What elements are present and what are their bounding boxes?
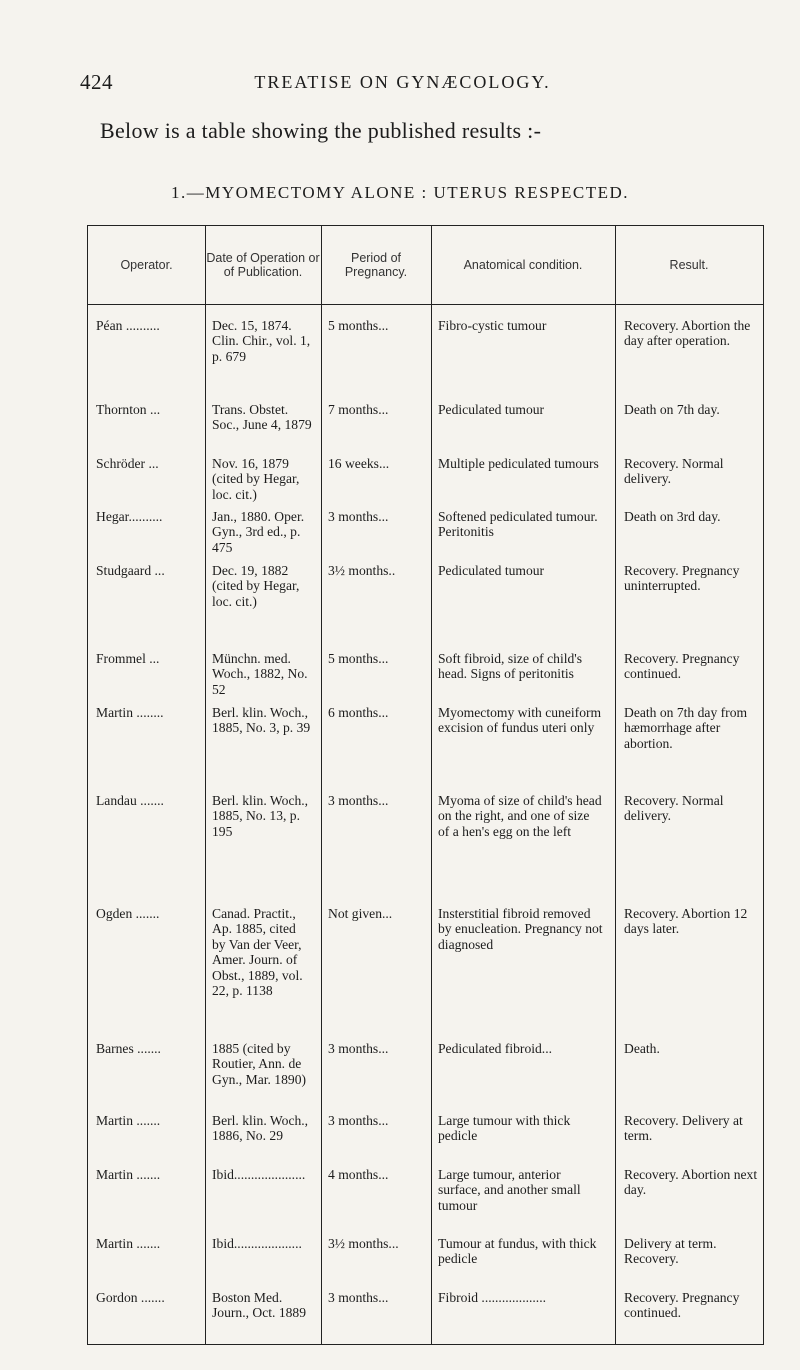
- date-cell: Trans. Obstet. Soc., June 4, 1879: [212, 402, 312, 433]
- period-cell: 6 months...: [328, 705, 389, 720]
- header-operator: Operator.: [120, 258, 173, 272]
- result-cell: Recovery. Pregnancy uninterrupted.: [624, 563, 740, 594]
- date-cell: Canad. Practit., Ap. 1885, cited by Van der Veer, Amer. Journ. of Obst., 1889, vol. 22, p. 1138: [212, 906, 303, 999]
- results-table: [87, 225, 764, 1345]
- date-cell: Ibid....................: [212, 1236, 302, 1251]
- anatomical-cell: Soft fibroid, size of child's head. Signs of peritonitis: [438, 651, 583, 682]
- operator-cell: Schröder ...: [96, 456, 159, 471]
- running-title: TREATISE ON GYNÆCOLOGY.: [254, 72, 551, 92]
- operator-cell: Martin .......: [96, 1236, 161, 1251]
- result-cell: Delivery at term. Recovery.: [624, 1236, 717, 1267]
- column-divider: [431, 226, 432, 1344]
- period-cell: 3½ months...: [328, 1236, 399, 1251]
- intro-text: Below is a table showing the published results :-: [100, 118, 542, 143]
- operator-cell: Barnes .......: [96, 1041, 161, 1056]
- anatomical-cell: Large tumour with thick pedicle: [438, 1113, 571, 1144]
- header-result: Result.: [669, 258, 709, 272]
- date-cell: 1885 (cited by Routier, Ann. de Gyn., Mar. 1890): [212, 1041, 307, 1087]
- anatomical-cell: Pediculated fibroid...: [438, 1041, 553, 1056]
- anatomical-cell: Large tumour, anterior surface, and another small tumour: [438, 1167, 581, 1213]
- period-cell: 5 months...: [328, 651, 389, 666]
- period-cell: 3½ months..: [328, 563, 396, 578]
- date-cell: Nov. 16, 1879 (cited by Hegar, loc. cit.): [212, 456, 300, 502]
- result-cell: Recovery. Pregnancy continued.: [624, 651, 740, 682]
- result-cell: Recovery. Abortion next day.: [624, 1167, 758, 1198]
- result-cell: Death.: [624, 1041, 660, 1056]
- operator-cell: Martin .......: [96, 1167, 161, 1182]
- result-cell: Recovery. Abortion the day after operation.: [624, 318, 751, 349]
- date-cell: Berl. klin. Woch., 1885, No. 13, p. 195: [212, 793, 309, 839]
- header-period: Period of Pregnancy.: [344, 251, 408, 279]
- date-cell: Berl. klin. Woch., 1885, No. 3, p. 39: [212, 705, 311, 736]
- result-cell: Recovery. Pregnancy continued.: [624, 1290, 740, 1321]
- period-cell: 5 months...: [328, 318, 389, 333]
- result-cell: Death on 7th day from hæmorrhage after abortion.: [624, 705, 748, 751]
- page-number: 424: [80, 70, 113, 94]
- date-cell: Ibid.....................: [212, 1167, 306, 1182]
- anatomical-cell: Softened pediculated tumour. Peritonitis: [438, 509, 598, 540]
- date-cell: Dec. 19, 1882 (cited by Hegar, loc. cit.): [212, 563, 300, 609]
- date-cell: Berl. klin. Woch., 1886, No. 29: [212, 1113, 309, 1144]
- anatomical-cell: Pediculated tumour: [438, 402, 545, 417]
- date-cell: Jan., 1880. Oper. Gyn., 3rd ed., p. 475: [212, 509, 305, 555]
- date-cell: Dec. 15, 1874. Clin. Chir., vol. 1, p. 679: [212, 318, 311, 364]
- result-cell: Death on 3rd day.: [624, 509, 721, 524]
- operator-cell: Ogden .......: [96, 906, 160, 921]
- result-cell: Recovery. Abortion 12 days later.: [624, 906, 748, 937]
- operator-cell: Péan ..........: [96, 318, 160, 333]
- result-cell: Death on 7th day.: [624, 402, 720, 417]
- column-divider: [205, 226, 206, 1344]
- anatomical-cell: Pediculated tumour: [438, 563, 545, 578]
- period-cell: Not given...: [328, 906, 393, 921]
- result-cell: Recovery. Normal delivery.: [624, 456, 724, 487]
- header-divider: [88, 304, 763, 305]
- anatomical-cell: Fibro-cystic tumour: [438, 318, 547, 333]
- column-divider: [615, 226, 616, 1344]
- operator-cell: Gordon .......: [96, 1290, 165, 1305]
- operator-cell: Martin .......: [96, 1113, 161, 1128]
- anatomical-cell: Tumour at fundus, with thick pedicle: [438, 1236, 597, 1267]
- operator-cell: Frommel ...: [96, 651, 160, 666]
- period-cell: 3 months...: [328, 1041, 389, 1056]
- period-cell: 3 months...: [328, 509, 389, 524]
- anatomical-cell: Fibroid ...................: [438, 1290, 546, 1305]
- operator-cell: Landau .......: [96, 793, 164, 808]
- period-cell: 3 months...: [328, 1113, 389, 1128]
- section-title: 1.—MYOMECTOMY ALONE : UTERUS RESPECTED.: [170, 183, 630, 202]
- header-anatomical: Anatomical condition.: [463, 258, 583, 272]
- result-cell: Recovery. Delivery at term.: [624, 1113, 743, 1144]
- operator-cell: Martin ........: [96, 705, 164, 720]
- page-header: [80, 70, 725, 110]
- column-divider: [321, 226, 322, 1344]
- period-cell: 16 weeks...: [328, 456, 390, 471]
- period-cell: 4 months...: [328, 1167, 389, 1182]
- period-cell: 3 months...: [328, 1290, 389, 1305]
- anatomical-cell: Insterstitial fibroid removed by enucleation. Pregnancy not diagnosed: [438, 906, 603, 952]
- result-cell: Recovery. Normal delivery.: [624, 793, 724, 824]
- operator-cell: Hegar..........: [96, 509, 163, 524]
- period-cell: 7 months...: [328, 402, 389, 417]
- operator-cell: Thornton ...: [96, 402, 161, 417]
- date-cell: Boston Med. Journ., Oct. 1889: [212, 1290, 307, 1321]
- date-cell: Münchn. med. Woch., 1882, No. 52: [212, 651, 308, 697]
- operator-cell: Studgaard ...: [96, 563, 165, 578]
- header-date: Date of Operation or of Publication.: [206, 251, 320, 279]
- anatomical-cell: Myoma of size of child's head on the right, and one of size of a hen's egg on the left: [438, 793, 602, 839]
- period-cell: 3 months...: [328, 793, 389, 808]
- anatomical-cell: Multiple pediculated tumours: [438, 456, 599, 471]
- anatomical-cell: Myomectomy with cuneiform excision of fundus uteri only: [438, 705, 602, 736]
